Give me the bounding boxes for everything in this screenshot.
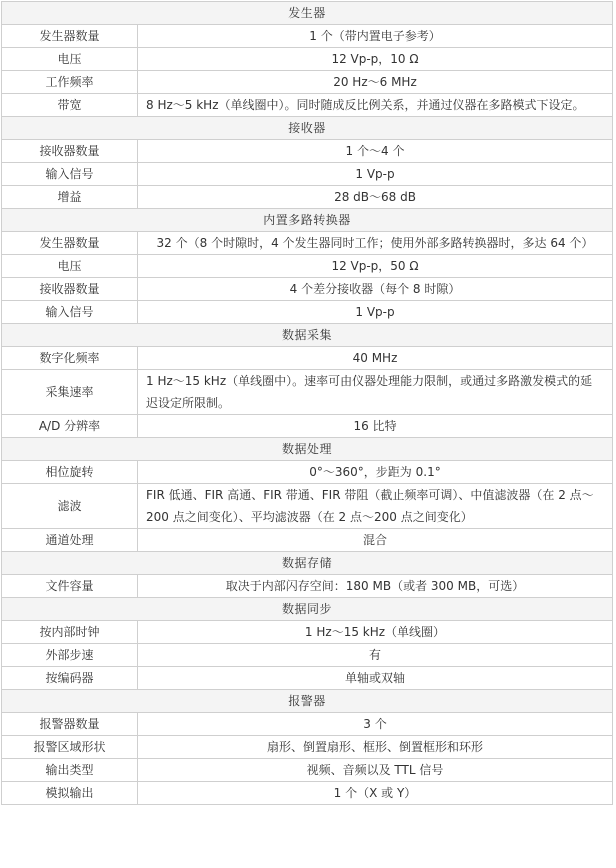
row-value: 16 比特 [138, 415, 613, 438]
row-value: 1 个（X 或 Y） [138, 782, 613, 805]
row-value: 1 个～4 个 [138, 140, 613, 163]
table-row [2, 140, 613, 163]
row-value: 12 Vp-p，10 Ω [138, 48, 613, 71]
row-label: 工作频率 [2, 71, 138, 94]
table-row [2, 186, 613, 209]
row-label: 增益 [2, 186, 138, 209]
row-value: 8 Hz～5 kHz（单线圈中）。同时随成反比例关系，并通过仪器在多路模式下设定。 [138, 94, 613, 117]
section-title-text: 报警器 [288, 694, 326, 708]
table-row [2, 575, 613, 598]
table-row [2, 232, 613, 255]
row-value: FIR 低通、FIR 高通、FIR 带通、FIR 带阻（截止频率可调）、中值滤波器（在 2 点～200 点之间变化）、平均滤波器（在 2 点～200 点之间变化） [138, 484, 613, 529]
section-title [2, 324, 613, 347]
table-row [2, 71, 613, 94]
section-header-row [2, 2, 613, 25]
section-header-row [2, 438, 613, 461]
row-label: 按内部时钟 [2, 621, 138, 644]
table-row [2, 370, 613, 415]
table-row [2, 759, 613, 782]
spec-table-body [2, 2, 613, 805]
row-label: 报警区域形状 [2, 736, 138, 759]
row-value: 扇形、倒置扇形、框形、倒置框形和环形 [138, 736, 613, 759]
row-label: 按编码器 [2, 667, 138, 690]
section-header-row [2, 598, 613, 621]
row-value: 20 Hz～6 MHz [138, 71, 613, 94]
table-row [2, 347, 613, 370]
table-row [2, 163, 613, 186]
table-row [2, 529, 613, 552]
row-value: 1 Hz～15 kHz（单线圈中）。速率可由仪器处理能力限制，或通过多路激发模式的延迟设定所限制。 [138, 370, 613, 415]
section-title-text: 发生器 [288, 6, 326, 20]
row-value: 取决于内部闪存空间：180 MB（或者 300 MB，可选） [138, 575, 613, 598]
row-label: 接收器数量 [2, 278, 138, 301]
row-value: 视频、音频以及 TTL 信号 [138, 759, 613, 782]
section-title-text: 数据处理 [281, 442, 332, 456]
section-title [2, 690, 613, 713]
section-header-row [2, 117, 613, 140]
table-row [2, 301, 613, 324]
table-row [2, 94, 613, 117]
row-value: 有 [138, 644, 613, 667]
table-row [2, 25, 613, 48]
table-row [2, 736, 613, 759]
row-label: 相位旋转 [2, 461, 138, 484]
row-value: 3 个 [138, 713, 613, 736]
row-label: 接收器数量 [2, 140, 138, 163]
row-value: 28 dB～68 dB [138, 186, 613, 209]
row-label: A/D 分辨率 [2, 415, 138, 438]
section-title-text: 数据采集 [281, 328, 332, 342]
section-title-text: 内置多路转换器 [263, 213, 351, 227]
row-label: 输入信号 [2, 301, 138, 324]
section-title [2, 552, 613, 575]
table-row [2, 782, 613, 805]
row-label: 输出类型 [2, 759, 138, 782]
section-header-row [2, 690, 613, 713]
row-value: 40 MHz [138, 347, 613, 370]
row-label: 发生器数量 [2, 232, 138, 255]
section-title [2, 598, 613, 621]
section-title [2, 2, 613, 25]
row-label: 通道处理 [2, 529, 138, 552]
row-label: 滤波 [2, 484, 138, 529]
row-value: 1 Vp-p [138, 301, 613, 324]
row-label: 电压 [2, 48, 138, 71]
table-row [2, 667, 613, 690]
row-label: 带宽 [2, 94, 138, 117]
table-row [2, 278, 613, 301]
row-value: 1 个（带内置电子参考） [138, 25, 613, 48]
spec-table [1, 1, 613, 805]
table-row [2, 621, 613, 644]
row-label: 发生器数量 [2, 25, 138, 48]
row-value: 1 Vp-p [138, 163, 613, 186]
table-row [2, 484, 613, 529]
section-header-row [2, 324, 613, 347]
row-label: 采集速率 [2, 370, 138, 415]
row-label: 报警器数量 [2, 713, 138, 736]
row-value: 单轴或双轴 [138, 667, 613, 690]
section-title-text: 接收器 [288, 121, 326, 135]
section-header-row [2, 552, 613, 575]
row-value: 4 个差分接收器（每个 8 时隙） [138, 278, 613, 301]
row-value: 32 个（8 个时隙时，4 个发生器同时工作；使用外部多路转换器时，多达 64 个） [138, 232, 613, 255]
section-title [2, 117, 613, 140]
table-row [2, 713, 613, 736]
row-label: 电压 [2, 255, 138, 278]
table-row [2, 415, 613, 438]
section-title [2, 438, 613, 461]
table-row [2, 48, 613, 71]
row-label: 输入信号 [2, 163, 138, 186]
row-value: 1 Hz～15 kHz（单线圈） [138, 621, 613, 644]
section-title-text: 数据同步 [281, 602, 332, 616]
row-value: 0°～360°，步距为 0.1° [138, 461, 613, 484]
section-title-text: 数据存储 [281, 556, 332, 570]
table-row [2, 461, 613, 484]
row-value: 混合 [138, 529, 613, 552]
row-label: 文件容量 [2, 575, 138, 598]
row-label: 数字化频率 [2, 347, 138, 370]
row-label: 模拟输出 [2, 782, 138, 805]
row-value: 12 Vp-p，50 Ω [138, 255, 613, 278]
table-row [2, 644, 613, 667]
row-label: 外部步速 [2, 644, 138, 667]
table-row [2, 255, 613, 278]
section-title [2, 209, 613, 232]
section-header-row [2, 209, 613, 232]
